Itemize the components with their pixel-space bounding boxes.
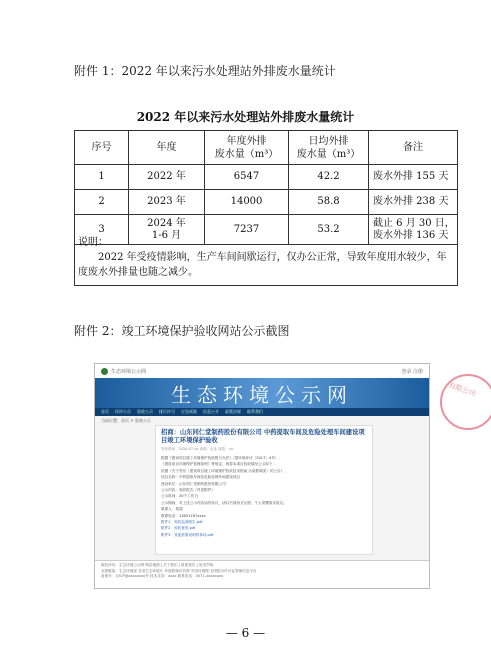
cell-index: 2 — [75, 190, 129, 215]
cell-year: 2022 年 — [129, 165, 205, 190]
header-annual-discharge: 年度外排 废水量（m³） — [205, 131, 289, 165]
site-name: 生态环境公示网 — [111, 368, 147, 375]
article-line: 联系电话：13851187xxxx — [161, 513, 206, 518]
header-index: 序号 — [75, 131, 129, 165]
cell-daily: 58.8 — [289, 190, 369, 215]
table-row — [75, 190, 458, 215]
article-line: 公示期间，对上述公示内容如有异议，请以书面形式反馈，个人须署真实姓名。 — [161, 500, 287, 505]
site-footer — [95, 560, 430, 589]
article-title: 招商：山东同仁堂制药股份有限公司 中药提取车间及危险处理车间建设项目竣工环境保护验收 — [161, 429, 365, 444]
website-screenshot — [94, 363, 430, 589]
cell-daily: 53.2 — [289, 215, 369, 245]
header-remark: 备注 — [369, 131, 458, 165]
table-row — [75, 165, 458, 190]
attachment2-heading: 附件 2：竣工环境保护验收网站公示截图 — [74, 324, 290, 338]
attachment-link[interactable]: 附件2：验收意见.pdf — [161, 526, 196, 531]
cell-year: 2024 年 1-6 月 — [129, 215, 205, 245]
cell-daily: 42.2 — [289, 165, 369, 190]
article-line: 公示时间：20个工作日 — [161, 494, 198, 499]
article-line: 《建设项目环境保护管理条例》等规定，现将本项目验收情况公示如下： — [161, 462, 276, 467]
article-line: 公示内容：验收报告（详见附件） — [161, 488, 215, 493]
cell-remark: 废水外排 155 天 — [369, 165, 458, 190]
article-line: 项目名称：中药提取车间及危险处理车间建设项目 — [161, 475, 241, 480]
cell-index: 1 — [75, 165, 129, 190]
site-top-bar — [95, 364, 429, 378]
site-banner: 生态环境公示网 — [95, 378, 429, 408]
article-line: 建设单位：山东同仁堂制药股份有限公司 — [161, 481, 226, 486]
nav-item[interactable]: 环评公示 — [115, 409, 131, 414]
cell-remark: 截止 6 月 30 日，废水外排 136 天 — [369, 215, 458, 245]
logo-icon — [101, 368, 108, 375]
article-line: 联系人：郑超 — [161, 507, 183, 512]
header-daily-discharge: 日均外排 废水量（m³） — [289, 131, 369, 165]
nav-item[interactable]: 排污许可 — [159, 409, 175, 414]
article-meta: 发布时间：2024-07-xx 来源：企业 浏览：xx — [161, 447, 233, 451]
attachment-link[interactable]: 附件3：其他需要说明的事项.pdf — [161, 532, 214, 537]
table-title: 2022 年以来污水处理站外排废水量统计 — [136, 110, 355, 124]
cell-year: 2023 年 — [129, 190, 205, 215]
nav-item[interactable]: 政策法规 — [225, 409, 241, 414]
table-header-row — [75, 131, 458, 165]
table-note — [74, 232, 458, 286]
seal-stamp-text: 有限公司 — [447, 381, 477, 399]
nav-item[interactable]: 联系我们 — [247, 409, 263, 414]
nav-item[interactable]: 信息公开 — [203, 409, 219, 414]
note-text: 2022 年受疫情影响，生产车间间歇运行，仅办公正常，导致年度用水较少，年度废水外排量也随之减少。 — [78, 252, 447, 278]
nav-item[interactable]: 首页 — [101, 409, 109, 414]
attachment1-heading: 附件 1：2022 年以来污水处理站外排废水量统计 — [74, 64, 336, 78]
cell-annual: 14000 — [205, 190, 289, 215]
cell-index: 3 — [75, 215, 129, 245]
nav-item[interactable]: 验收公示 — [137, 409, 153, 414]
article-line: 根据《建设项目竣工环境保护验收暂行办法》（国环规环评〔2017〕4号）、 — [161, 456, 283, 460]
footer-line: 友情链接：生态环境部 各省生态环境厅 环境影响评价网 中国环境网 全国排污许可证管理信息平台 — [101, 568, 257, 573]
header-year: 年度 — [129, 131, 205, 165]
breadcrumb: 当前位置：首页 > 验收公示 — [101, 418, 151, 423]
login-links[interactable]: 登录 注册 — [401, 368, 423, 375]
footer-line: 备案号：京ICP备xxxxxxxx号 技术支持：xxxx 联系电话：0571-xxxxxxxx — [101, 574, 224, 578]
cell-remark: 废水外排 238 天 — [369, 190, 458, 215]
page-number: — 6 — — [225, 626, 266, 640]
site-logo — [101, 368, 146, 375]
attachment-link[interactable]: 附件1：验收监测报告.pdf — [161, 520, 203, 525]
seal-stamp — [440, 374, 491, 430]
article-panel — [155, 425, 373, 555]
wastewater-table — [74, 130, 458, 245]
note-label: 说明： — [78, 237, 108, 248]
article-line: 依据《关于发布〈建设项目竣工环境保护验收技术指南 污染影响类〉的公告》， — [161, 468, 288, 473]
cell-annual: 7237 — [205, 215, 289, 245]
cell-annual: 6547 — [205, 165, 289, 190]
footer-line: 版权所有：生态环境公示网 网站地图 | 关于我们 | 联系我们 | 免责声明 — [101, 563, 214, 567]
site-nav — [95, 408, 429, 416]
nav-item[interactable]: 应急预案 — [181, 409, 197, 414]
